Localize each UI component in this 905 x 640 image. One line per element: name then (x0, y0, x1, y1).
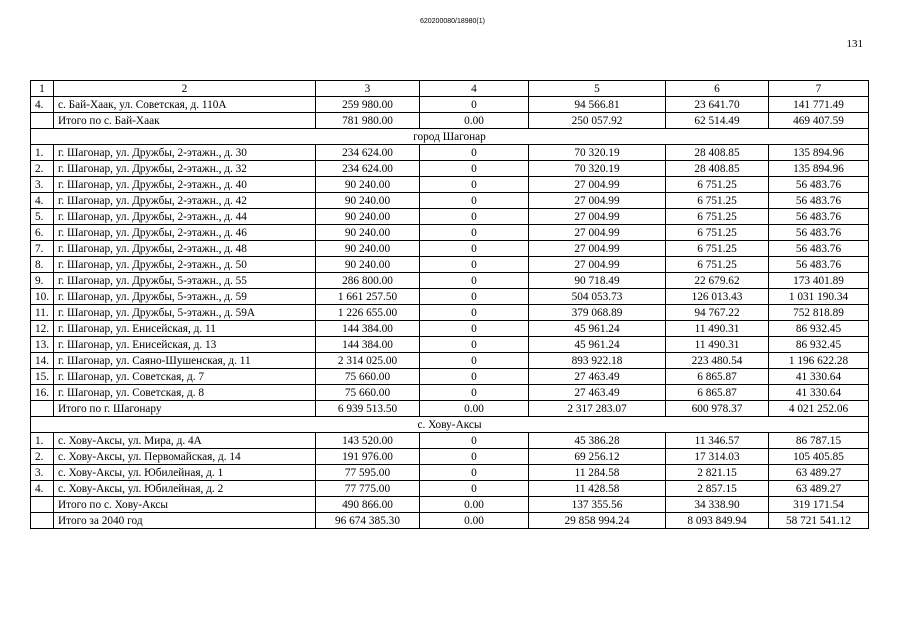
row-col5: 90 718.49 (529, 273, 666, 289)
row-col4: 0 (420, 337, 529, 353)
row-number: 3. (31, 177, 54, 193)
row-number: 2. (31, 449, 54, 465)
row-col6: 6 865.87 (666, 369, 769, 385)
total-row (31, 113, 869, 129)
row-number: 5. (31, 209, 54, 225)
row-address: с. Хову-Аксы, ул. Мира, д. 4А (54, 433, 316, 449)
row-col6: 8 093 849.94 (666, 513, 769, 529)
table-row (31, 337, 869, 353)
row-col4: 0 (420, 145, 529, 161)
row-number: 4. (31, 481, 54, 497)
row-address: г. Шагонар, ул. Дружбы, 2-этажн., д. 50 (54, 257, 316, 273)
header-cell-4: 4 (420, 81, 529, 97)
header-cell-3: 3 (316, 81, 420, 97)
row-col5: 70 320.19 (529, 145, 666, 161)
row-col6: 11 490.31 (666, 321, 769, 337)
row-col7: 41 330.64 (769, 369, 869, 385)
section-header-row (31, 417, 869, 433)
row-col4: 0 (420, 465, 529, 481)
table-row (31, 241, 869, 257)
row-col7: 56 483.76 (769, 193, 869, 209)
row-col3: 90 240.00 (316, 177, 420, 193)
row-col3: 286 800.00 (316, 273, 420, 289)
row-col5: 11 284.58 (529, 465, 666, 481)
table-row (31, 225, 869, 241)
row-col5: 27 004.99 (529, 225, 666, 241)
row-address: г. Шагонар, ул. Енисейская, д. 11 (54, 321, 316, 337)
row-col5: 27 004.99 (529, 209, 666, 225)
row-address: Итого по г. Шагонару (54, 401, 316, 417)
section-header-row (31, 129, 869, 145)
header-cell-7: 7 (769, 81, 869, 97)
row-col7: 173 401.89 (769, 273, 869, 289)
row-col3: 144 384.00 (316, 337, 420, 353)
table-row (31, 433, 869, 449)
row-col3: 6 939 513.50 (316, 401, 420, 417)
row-col5: 893 922.18 (529, 353, 666, 369)
data-table (30, 80, 869, 529)
row-col4: 0 (420, 385, 529, 401)
row-number: 9. (31, 273, 54, 289)
row-col6: 600 978.37 (666, 401, 769, 417)
row-col4: 0 (420, 161, 529, 177)
row-col6: 2 857.15 (666, 481, 769, 497)
row-col3: 490 866.00 (316, 497, 420, 513)
row-col7: 135 894.96 (769, 145, 869, 161)
row-number: 4. (31, 97, 54, 113)
header-row (31, 81, 869, 97)
row-col5: 27 004.99 (529, 177, 666, 193)
row-number (31, 497, 54, 513)
row-col7: 56 483.76 (769, 177, 869, 193)
row-address: Итого по с. Бай-Хаак (54, 113, 316, 129)
row-address: г. Шагонар, ул. Енисейская, д. 13 (54, 337, 316, 353)
row-number: 1. (31, 433, 54, 449)
row-col5: 27 004.99 (529, 257, 666, 273)
row-col5: 69 256.12 (529, 449, 666, 465)
row-number: 12. (31, 321, 54, 337)
document-id: 620200080/18980(1) (419, 18, 485, 25)
row-col6: 62 514.49 (666, 113, 769, 129)
row-col4: 0 (420, 289, 529, 305)
row-address: г. Шагонар, ул. Дружбы, 2-этажн., д. 46 (54, 225, 316, 241)
row-col6: 23 641.70 (666, 97, 769, 113)
row-col5: 379 068.89 (529, 305, 666, 321)
row-col7: 56 483.76 (769, 209, 869, 225)
row-number: 8. (31, 257, 54, 273)
row-col5: 27 004.99 (529, 193, 666, 209)
table-row (31, 449, 869, 465)
row-col5: 27 463.49 (529, 385, 666, 401)
table-row (31, 465, 869, 481)
row-col4: 0.00 (420, 401, 529, 417)
row-col5: 250 057.92 (529, 113, 666, 129)
row-address: г. Шагонар, ул. Дружбы, 2-этажн., д. 44 (54, 209, 316, 225)
row-col7: 1 031 190.34 (769, 289, 869, 305)
row-number (31, 401, 54, 417)
header-cell-2: 2 (54, 81, 316, 97)
row-col6: 6 751.25 (666, 257, 769, 273)
row-number: 13. (31, 337, 54, 353)
row-number: 14. (31, 353, 54, 369)
row-col6: 6 751.25 (666, 177, 769, 193)
table-row (31, 209, 869, 225)
row-address: Итого за 2040 год (54, 513, 316, 529)
row-col5: 45 961.24 (529, 337, 666, 353)
row-col3: 1 226 655.00 (316, 305, 420, 321)
table-row (31, 161, 869, 177)
row-col6: 126 013.43 (666, 289, 769, 305)
row-col3: 75 660.00 (316, 385, 420, 401)
row-col7: 319 171.54 (769, 497, 869, 513)
row-col7: 56 483.76 (769, 257, 869, 273)
row-col7: 86 787.15 (769, 433, 869, 449)
row-col4: 0 (420, 305, 529, 321)
row-address: с. Бай-Хаак, ул. Советская, д. 110А (54, 97, 316, 113)
row-col7: 4 021 252.06 (769, 401, 869, 417)
row-col6: 22 679.62 (666, 273, 769, 289)
row-col7: 56 483.76 (769, 225, 869, 241)
row-address: с. Хову-Аксы, ул. Первомайская, д. 14 (54, 449, 316, 465)
row-number (31, 113, 54, 129)
row-col3: 234 624.00 (316, 145, 420, 161)
row-col7: 63 489.27 (769, 481, 869, 497)
row-address: г. Шагонар, ул. Советская, д. 8 (54, 385, 316, 401)
row-col4: 0 (420, 481, 529, 497)
row-col3: 191 976.00 (316, 449, 420, 465)
row-col4: 0 (420, 225, 529, 241)
row-col4: 0.00 (420, 113, 529, 129)
section-title: город Шагонар (31, 129, 869, 145)
row-col3: 1 661 257.50 (316, 289, 420, 305)
table-row (31, 321, 869, 337)
row-address: г. Шагонар, ул. Советская, д. 7 (54, 369, 316, 385)
row-col7: 752 818.89 (769, 305, 869, 321)
table-row (31, 305, 869, 321)
row-number (31, 513, 54, 529)
row-col3: 77 595.00 (316, 465, 420, 481)
row-col5: 2 317 283.07 (529, 401, 666, 417)
row-col7: 41 330.64 (769, 385, 869, 401)
row-col4: 0 (420, 177, 529, 193)
row-address: г. Шагонар, ул. Дружбы, 2-этажн., д. 40 (54, 177, 316, 193)
row-col5: 27 463.49 (529, 369, 666, 385)
row-col7: 86 932.45 (769, 321, 869, 337)
total-row (31, 401, 869, 417)
row-col4: 0 (420, 321, 529, 337)
row-address: с. Хову-Аксы, ул. Юбилейная, д. 2 (54, 481, 316, 497)
header-cell-6: 6 (666, 81, 769, 97)
row-col5: 504 053.73 (529, 289, 666, 305)
row-col6: 6 751.25 (666, 241, 769, 257)
row-col7: 1 196 622.28 (769, 353, 869, 369)
table-row (31, 353, 869, 369)
row-col6: 223 480.54 (666, 353, 769, 369)
row-number: 1. (31, 145, 54, 161)
row-address: г. Шагонар, ул. Дружбы, 5-этажн., д. 59 (54, 289, 316, 305)
row-col3: 90 240.00 (316, 209, 420, 225)
row-col4: 0 (420, 433, 529, 449)
row-col7: 56 483.76 (769, 241, 869, 257)
row-col3: 259 980.00 (316, 97, 420, 113)
row-number: 7. (31, 241, 54, 257)
row-number: 11. (31, 305, 54, 321)
row-address: г. Шагонар, ул. Дружбы, 5-этажн., д. 59А (54, 305, 316, 321)
row-col7: 135 894.96 (769, 161, 869, 177)
row-number: 10. (31, 289, 54, 305)
row-address: г. Шагонар, ул. Дружбы, 2-этажн., д. 30 (54, 145, 316, 161)
table-row (31, 273, 869, 289)
row-col7: 63 489.27 (769, 465, 869, 481)
table-row (31, 385, 869, 401)
table-row (31, 193, 869, 209)
row-col5: 45 386.28 (529, 433, 666, 449)
total-row (31, 513, 869, 529)
row-col6: 11 346.57 (666, 433, 769, 449)
row-col3: 77 775.00 (316, 481, 420, 497)
row-col4: 0 (420, 353, 529, 369)
row-col3: 144 384.00 (316, 321, 420, 337)
row-col4: 0 (420, 449, 529, 465)
row-col6: 2 821.15 (666, 465, 769, 481)
row-col3: 90 240.00 (316, 257, 420, 273)
page-number: 131 (846, 38, 863, 50)
row-col5: 29 858 994.24 (529, 513, 666, 529)
row-col5: 45 961.24 (529, 321, 666, 337)
row-col4: 0 (420, 273, 529, 289)
row-address: Итого по с. Хову-Аксы (54, 497, 316, 513)
row-col6: 28 408.85 (666, 161, 769, 177)
row-col3: 234 624.00 (316, 161, 420, 177)
row-number: 3. (31, 465, 54, 481)
row-col5: 94 566.81 (529, 97, 666, 113)
total-row (31, 497, 869, 513)
row-col6: 6 865.87 (666, 385, 769, 401)
row-col5: 137 355.56 (529, 497, 666, 513)
row-col6: 28 408.85 (666, 145, 769, 161)
row-number: 16. (31, 385, 54, 401)
row-col3: 90 240.00 (316, 241, 420, 257)
row-col4: 0 (420, 97, 529, 113)
row-col3: 96 674 385.30 (316, 513, 420, 529)
row-col4: 0.00 (420, 513, 529, 529)
table-row (31, 145, 869, 161)
row-col4: 0 (420, 257, 529, 273)
row-number: 4. (31, 193, 54, 209)
row-col3: 75 660.00 (316, 369, 420, 385)
row-number: 6. (31, 225, 54, 241)
row-col6: 34 338.90 (666, 497, 769, 513)
table-row (31, 369, 869, 385)
row-col6: 6 751.25 (666, 193, 769, 209)
row-number: 15. (31, 369, 54, 385)
row-col3: 781 980.00 (316, 113, 420, 129)
row-col3: 90 240.00 (316, 193, 420, 209)
row-col6: 6 751.25 (666, 209, 769, 225)
row-col6: 17 314.03 (666, 449, 769, 465)
row-col5: 11 428.58 (529, 481, 666, 497)
row-col3: 2 314 025.00 (316, 353, 420, 369)
row-col6: 6 751.25 (666, 225, 769, 241)
row-col4: 0 (420, 209, 529, 225)
table-row (31, 177, 869, 193)
row-col5: 70 320.19 (529, 161, 666, 177)
row-number: 2. (31, 161, 54, 177)
row-address: г. Шагонар, ул. Дружбы, 2-этажн., д. 32 (54, 161, 316, 177)
row-col7: 141 771.49 (769, 97, 869, 113)
row-col7: 86 932.45 (769, 337, 869, 353)
header-cell-1: 1 (31, 81, 54, 97)
row-col7: 58 721 541.12 (769, 513, 869, 529)
row-address: г. Шагонар, ул. Саяно-Шушенская, д. 11 (54, 353, 316, 369)
header-cell-5: 5 (529, 81, 666, 97)
table-row (31, 97, 869, 113)
row-col6: 11 490.31 (666, 337, 769, 353)
row-address: г. Шагонар, ул. Дружбы, 2-этажн., д. 42 (54, 193, 316, 209)
row-col3: 143 520.00 (316, 433, 420, 449)
row-col4: 0 (420, 193, 529, 209)
table-row (31, 257, 869, 273)
row-col4: 0 (420, 369, 529, 385)
row-col5: 27 004.99 (529, 241, 666, 257)
row-address: г. Шагонар, ул. Дружбы, 2-этажн., д. 48 (54, 241, 316, 257)
row-col3: 90 240.00 (316, 225, 420, 241)
row-col7: 105 405.85 (769, 449, 869, 465)
row-address: г. Шагонар, ул. Дружбы, 5-этажн., д. 55 (54, 273, 316, 289)
row-col6: 94 767.22 (666, 305, 769, 321)
row-col4: 0.00 (420, 497, 529, 513)
table-row (31, 481, 869, 497)
row-col4: 0 (420, 241, 529, 257)
section-title: с. Хову-Аксы (31, 417, 869, 433)
row-address: с. Хову-Аксы, ул. Юбилейная, д. 1 (54, 465, 316, 481)
table-row (31, 289, 869, 305)
row-col7: 469 407.59 (769, 113, 869, 129)
